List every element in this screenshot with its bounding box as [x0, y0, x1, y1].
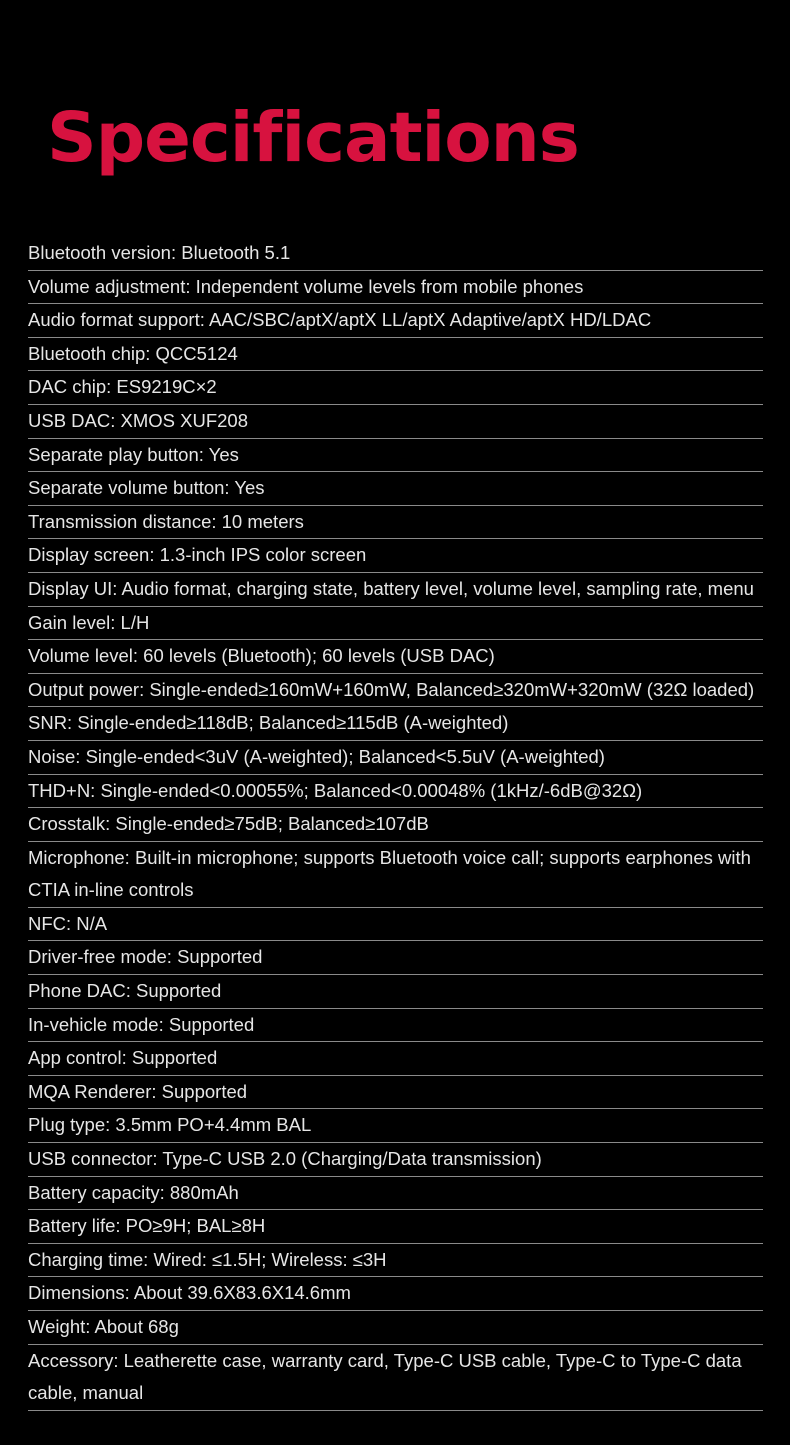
spec-display-ui: Display UI: Audio format, charging state, battery level, volume level, sampling rate, menu	[28, 573, 763, 607]
spec-thd-n: THD+N: Single-ended<0.00055%; Balanced<0.00048% (1kHz/-6dB@32Ω)	[28, 775, 763, 809]
spec-weight: Weight: About 68g	[28, 1311, 763, 1345]
spec-plug-type: Plug type: 3.5mm PO+4.4mm BAL	[28, 1109, 763, 1143]
spec-battery-life: Battery life: PO≥9H; BAL≥8H	[28, 1210, 763, 1244]
spec-charging-time: Charging time: Wired: ≤1.5H; Wireless: ≤3H	[28, 1244, 763, 1278]
spec-display-screen: Display screen: 1.3-inch IPS color screen	[28, 539, 763, 573]
spec-dimensions: Dimensions: About 39.6X83.6X14.6mm	[28, 1277, 763, 1311]
spec-snr: SNR: Single-ended≥118dB; Balanced≥115dB (A-weighted)	[28, 707, 763, 741]
spec-output-power: Output power: Single-ended≥160mW+160mW, Balanced≥320mW+320mW (32Ω loaded)	[28, 674, 763, 708]
spec-list	[28, 237, 763, 1411]
spec-volume-adjustment: Volume adjustment: Independent volume levels from mobile phones	[28, 271, 763, 305]
page-title: Specifications	[47, 98, 579, 178]
spec-separate-volume-button: Separate volume button: Yes	[28, 472, 763, 506]
spec-driver-free-mode: Driver-free mode: Supported	[28, 941, 763, 975]
spec-bluetooth-chip: Bluetooth chip: QCC5124	[28, 338, 763, 372]
spec-mqa-renderer: MQA Renderer: Supported	[28, 1076, 763, 1110]
spec-microphone: Microphone: Built-in microphone; supports Bluetooth voice call; supports earphones with CTIA in-line controls	[28, 842, 763, 908]
spec-crosstalk: Crosstalk: Single-ended≥75dB; Balanced≥107dB	[28, 808, 763, 842]
spec-app-control: App control: Supported	[28, 1042, 763, 1076]
spec-transmission-distance: Transmission distance: 10 meters	[28, 506, 763, 540]
spec-volume-level: Volume level: 60 levels (Bluetooth); 60 levels (USB DAC)	[28, 640, 763, 674]
spec-phone-dac: Phone DAC: Supported	[28, 975, 763, 1009]
spec-bluetooth-version: Bluetooth version: Bluetooth 5.1	[28, 237, 763, 271]
spec-noise: Noise: Single-ended<3uV (A-weighted); Balanced<5.5uV (A-weighted)	[28, 741, 763, 775]
spec-audio-format-support: Audio format support: AAC/SBC/aptX/aptX LL/aptX Adaptive/aptX HD/LDAC	[28, 304, 763, 338]
spec-dac-chip: DAC chip: ES9219C×2	[28, 371, 763, 405]
spec-in-vehicle-mode: In-vehicle mode: Supported	[28, 1009, 763, 1043]
spec-separate-play-button: Separate play button: Yes	[28, 439, 763, 473]
spec-usb-connector: USB connector: Type-C USB 2.0 (Charging/Data transmission)	[28, 1143, 763, 1177]
spec-accessory: Accessory: Leatherette case, warranty card, Type-C USB cable, Type-C to Type-C data cable, manual	[28, 1345, 763, 1411]
spec-nfc: NFC: N/A	[28, 908, 763, 942]
spec-battery-capacity: Battery capacity: 880mAh	[28, 1177, 763, 1211]
spec-usb-dac: USB DAC: XMOS XUF208	[28, 405, 763, 439]
spec-gain-level: Gain level: L/H	[28, 607, 763, 641]
